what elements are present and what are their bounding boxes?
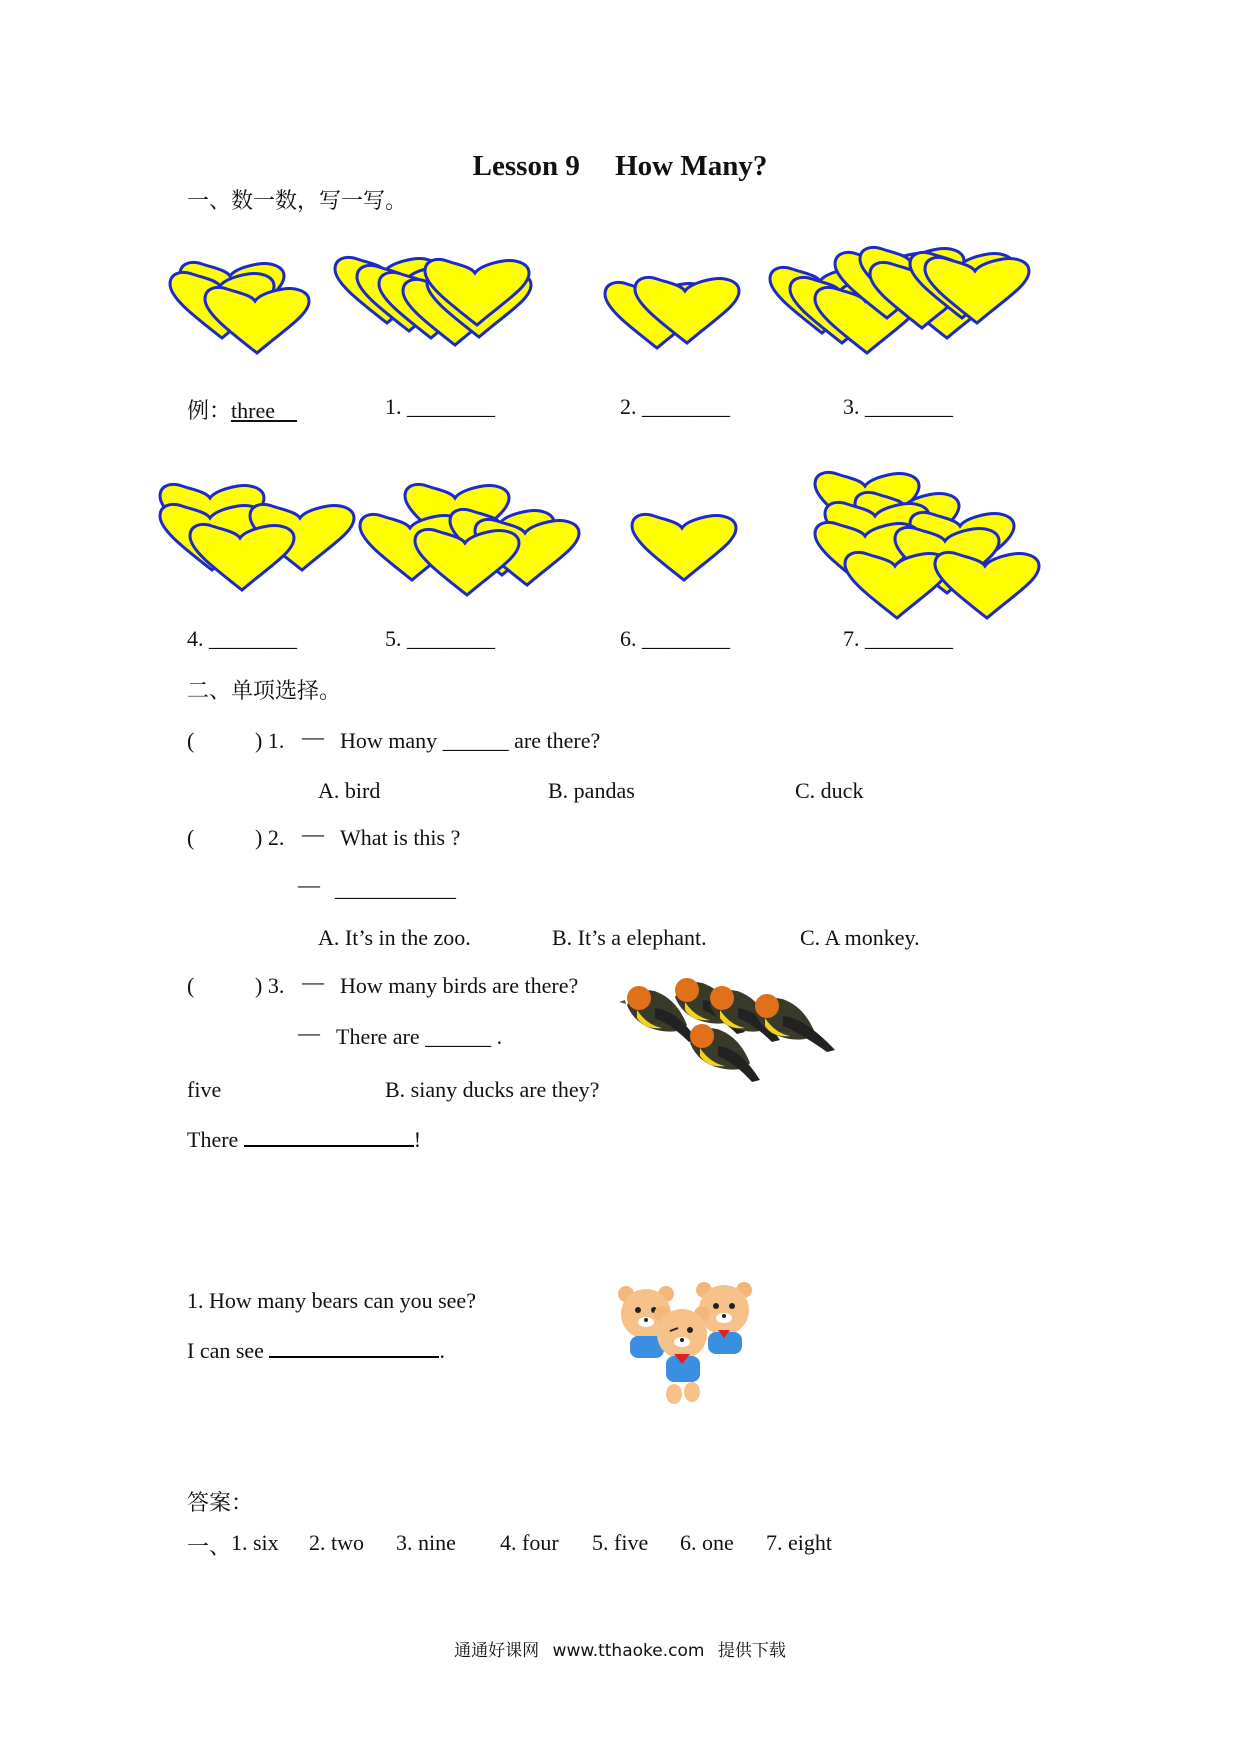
heart-group-5 — [360, 482, 600, 592]
answers-heading: 答案： — [187, 1491, 254, 1516]
q1-option-a[interactable]: A. bird — [318, 778, 381, 803]
q3-dash: — — [302, 969, 324, 994]
birds-image — [615, 970, 855, 1100]
q2-number[interactable]: ) 2. — [255, 825, 285, 850]
footer — [0, 1636, 1240, 1661]
q2-reply-blank[interactable]: ___________ — [335, 876, 456, 901]
section2-heading: 二、单项选择。 — [187, 679, 342, 704]
footer-site-name: 通通好课网 — [454, 1641, 540, 1661]
answer-5: 5. five — [592, 1530, 649, 1555]
blank-1[interactable]: 1. ________ — [385, 394, 495, 419]
heart-group-6 — [632, 512, 757, 577]
q1-option-c[interactable]: C. duck — [795, 778, 864, 803]
bears-answer-label: I can see — [187, 1338, 264, 1363]
example-answer — [187, 394, 297, 425]
there-end: ! — [413, 1127, 422, 1152]
answer-1: 1. six — [231, 1530, 279, 1555]
q2-text: What is this ? — [340, 825, 461, 850]
bears-answer-end: . — [439, 1338, 445, 1363]
heart-icon — [632, 514, 736, 580]
example-answer-text: three — [231, 398, 275, 423]
blank-5[interactable]: 5. ________ — [385, 626, 495, 651]
heart-icon — [190, 524, 294, 590]
blank-7[interactable]: 7. ________ — [843, 626, 953, 651]
q1-option-b[interactable]: B. pandas — [548, 778, 635, 803]
there-label: There — [187, 1127, 239, 1152]
answer-4: 4. four — [500, 1530, 559, 1555]
heart-group-3 — [770, 250, 1030, 365]
heart-icon — [415, 529, 519, 595]
heart-icon — [845, 552, 949, 618]
blank-4[interactable]: 4. ________ — [187, 626, 297, 651]
q1-paren: ( — [187, 728, 195, 753]
bears-image — [612, 1280, 772, 1410]
answer-3: 3. nine — [396, 1530, 456, 1555]
q3-text: How many birds are there? — [340, 973, 579, 998]
bird-icon — [690, 1024, 760, 1082]
q2-option-a[interactable]: A. It’s in the zoo. — [318, 925, 471, 950]
bears-blank[interactable] — [269, 1336, 439, 1358]
heart-group-example — [170, 255, 340, 355]
example-label: 例： — [187, 399, 232, 424]
answer-7: 7. eight — [766, 1530, 832, 1555]
heart-group-4 — [160, 482, 340, 592]
page-title — [0, 150, 1240, 183]
section1-heading: 一、数一数，写一写。 — [187, 189, 408, 214]
blank-6[interactable]: 6. ________ — [620, 626, 730, 651]
heart-group-2 — [605, 275, 755, 355]
q3-paren: ( — [187, 973, 195, 998]
q1-text: How many ______ are there? — [340, 728, 601, 753]
blank-2[interactable]: 2. ________ — [620, 394, 730, 419]
bears-answer-line — [187, 1336, 445, 1364]
answer-6: 6. one — [680, 1530, 734, 1555]
heart-icon — [935, 552, 1039, 618]
q2-option-b[interactable]: B. It’s a elephant. — [552, 925, 707, 950]
blank-3[interactable]: 3. ________ — [843, 394, 953, 419]
q2-reply-dash: — — [298, 872, 320, 897]
bear-icon — [654, 1306, 710, 1404]
q3-number[interactable]: ) 3. — [255, 973, 285, 998]
footer-url[interactable]: www.tthaoke.com — [552, 1641, 705, 1661]
there-line — [187, 1125, 421, 1153]
q1-number[interactable]: ) 1. — [255, 728, 285, 753]
q2-option-c[interactable]: C. A monkey. — [800, 925, 920, 950]
q3-reply-dash: — — [298, 1020, 320, 1045]
bears-question: 1. How many bears can you see? — [187, 1288, 476, 1313]
q3-reply-text: There are ______ . — [336, 1024, 503, 1049]
footer-suffix: 提供下载 — [717, 1641, 786, 1661]
heart-icon — [205, 287, 309, 353]
q2-dash: — — [302, 821, 324, 846]
heart-group-1 — [335, 255, 565, 355]
heart-group-7 — [815, 470, 1040, 630]
bird-icon — [755, 994, 835, 1052]
there-blank[interactable] — [244, 1125, 414, 1147]
line-five: five — [187, 1077, 222, 1102]
lesson-name: How Many? — [615, 150, 768, 182]
q1-dash: — — [302, 724, 324, 749]
answer-2: 2. two — [309, 1530, 364, 1555]
lesson-number: Lesson 9 — [472, 150, 580, 182]
line-b-option: B. siany ducks are they? — [385, 1077, 600, 1102]
q2-paren: ( — [187, 825, 195, 850]
answers-prefix: 一、 — [187, 1534, 232, 1559]
